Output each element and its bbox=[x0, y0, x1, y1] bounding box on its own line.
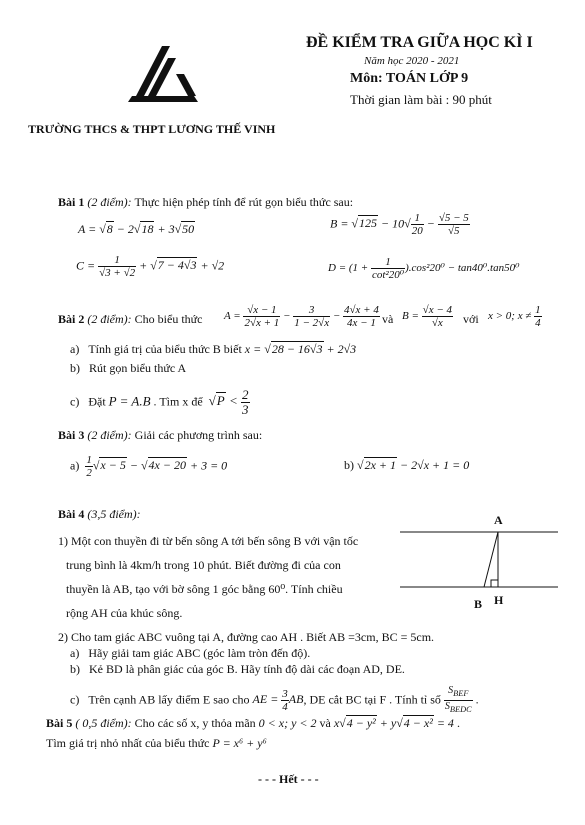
bai5-line2: Tìm giá trị nhỏ nhất của biểu thức P = x⁶ + y⁶ bbox=[46, 736, 267, 750]
bai2-expr-A: A = $\frac{√x - 1}{2√x + 1}$ − $\frac{3}{1 - 2√x}$ − $\frac{4√x + 4}{4x - 1}$ bbox=[224, 304, 379, 329]
bai2-heading: Bài 2 (2 điểm): Cho biểu thức bbox=[58, 312, 203, 326]
bai4-p2: 2) Cho tam giác ABC vuông tại A, đường cao AH . Biết AB =3cm, BC = 5cm. bbox=[58, 630, 435, 644]
bai1-expr-D: D = (1 + $\frac{1}{\text{cot²20⁰}}$ ).cos²20⁰ − tan40⁰.tan50⁰ bbox=[328, 256, 520, 281]
figure-label-A: A bbox=[494, 513, 503, 527]
bai4-p2b: b) Kẻ BD là phân giác của góc B. Hãy tính độ dài các đoạn AD, DE. bbox=[70, 662, 405, 676]
end-marker: - - - Hết - - - bbox=[258, 772, 319, 786]
bai4-p1-line3: thuyền là AB, tạo với bờ sông 1 góc bằng 60⁰. Tính chiều bbox=[66, 582, 343, 596]
bai3-heading: Bài 3 (2 điểm): Giải các phương trình sau: bbox=[58, 428, 263, 442]
bai2-and: và bbox=[382, 312, 394, 326]
bai4-p1-line2: trung bình là 4km/h trong 10 phút. Biết đường đi của con bbox=[66, 558, 341, 572]
exam-title: ĐỀ KIỂM TRA GIỮA HỌC KÌ I bbox=[306, 34, 533, 51]
bai2-a: a) Tính giá trị của biểu thức B biết x = √28 − 16√3 + 2√3 bbox=[70, 342, 357, 356]
school-logo bbox=[124, 44, 202, 106]
bai3-a: a) $\frac{1}{2}$ √x − 5 − √4x − 20 + 3 = 0 bbox=[70, 454, 228, 479]
school-year: Năm học 2020 - 2021 bbox=[364, 55, 460, 67]
bai4-heading: Bài 4 (3,5 điểm): bbox=[58, 507, 141, 521]
bai2-condition: x > 0; x ≠ $\frac{1}{4}$ bbox=[488, 304, 541, 329]
time-limit: Thời gian làm bài : 90 phút bbox=[350, 92, 492, 107]
bai2-with: với bbox=[463, 312, 479, 326]
bai2-c: c) Đặt P = A.B . Tìm x để √P < $\frac{2}{3}$ bbox=[70, 387, 249, 417]
bai4-p2a: a) Hãy giải tam giác ABC (góc làm tròn đến độ). bbox=[70, 646, 311, 660]
bai4-p1-line4: rộng AH của khúc sông. bbox=[66, 606, 183, 620]
bai2-b: b) Rút gọn biểu thức A bbox=[70, 361, 187, 375]
bai4-p2c: c) Trên cạnh AB lấy điểm E sao cho AE = $\frac{3}{4}$ AB, DE cắt BC tại F . Tính tỉ số $\frac{S_{BEF}}{S_{BEDC}}$ . bbox=[70, 685, 479, 714]
bai3-b: b) √2x + 1 − 2√x + 1 = 0 bbox=[344, 458, 470, 472]
bai5-heading: Bài 5 ( 0,5 điểm): Cho các số x, y thỏa mãn 0 < x; y < 2 và x√4 − y² + y√4 − x² = 4 . bbox=[46, 716, 460, 730]
bai4-p1-line1: 1) Một con thuyền đi từ bến sông A tới bến sông B với vận tốc bbox=[58, 534, 359, 548]
figure-label-H: H bbox=[494, 593, 504, 607]
bai1-expr-B: B = √125 − 10√ $\frac{1}{20}$ − $\frac{√5 - 5}{√5}$ bbox=[330, 212, 469, 237]
figure-label-B: B bbox=[474, 597, 483, 611]
school-name: TRƯỜNG THCS & THPT LƯƠNG THẾ VINH bbox=[28, 122, 276, 136]
bai2-expr-B: B = $\frac{√x - 4}{√x}$ bbox=[402, 304, 452, 329]
river-figure bbox=[400, 512, 560, 610]
bai1-expr-C: C = $\frac{1}{√3 + √2}$ + √7 − 4√3 + √2 bbox=[76, 254, 225, 279]
bai1-expr-A: A = √8 − 2√18 + 3√50 bbox=[78, 222, 195, 236]
bai1-heading: Bài 1 (2 điểm): Thực hiện phép tính để rút gọn biểu thức sau: bbox=[58, 195, 354, 209]
subject: Môn: TOÁN LỚP 9 bbox=[350, 71, 469, 86]
